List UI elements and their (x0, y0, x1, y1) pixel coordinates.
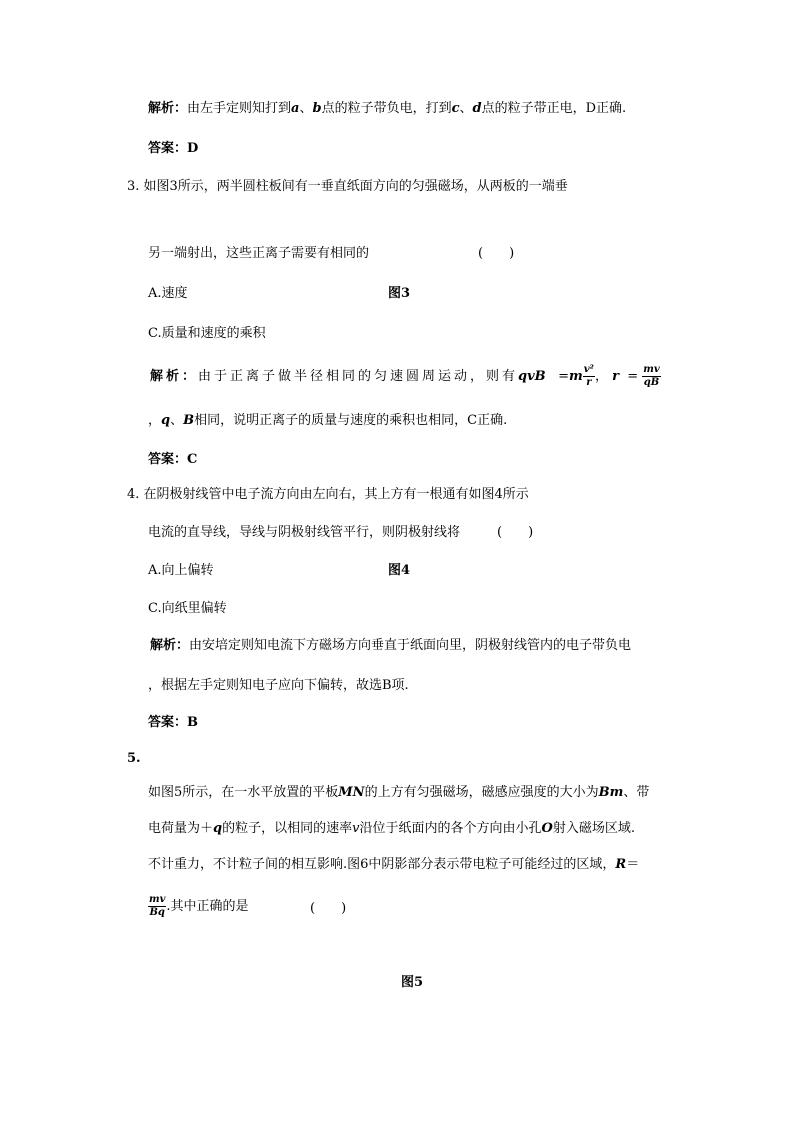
fraction-mv-bq (148, 894, 166, 919)
answer-label: 答案： (148, 715, 188, 730)
text: 另一端射出，这些正离子需要有相同的 (148, 246, 370, 261)
text: 电荷量为＋ (148, 821, 214, 836)
answer-label: 答案： (148, 141, 188, 156)
text: 射入磁场区域. (552, 821, 635, 836)
solution-q4-line1 (150, 637, 631, 655)
text: 由于正离子做半径相同的匀速圆周运动，则有 (198, 369, 519, 384)
option-c: C.质量和速度的乘积 (148, 326, 266, 341)
question-3-line1: 3. 如图3所示，两半圆柱板间有一垂直纸面方向的匀强磁场，从两板的一端垂 (127, 179, 568, 194)
question-5-line1 (148, 784, 649, 802)
text: 点的粒子带负电，打到 (321, 101, 452, 116)
text: 点的粒子带正电，D正确. (481, 101, 627, 116)
fraction-v2-r (583, 364, 595, 389)
var: d (472, 101, 482, 116)
text: 、 (299, 101, 313, 116)
var: c (451, 101, 460, 116)
solution-label: 解析： (150, 369, 199, 384)
answer-q2 (148, 140, 198, 158)
answer-paren: ( ) (310, 901, 347, 916)
text: 的粒子，以相同的速率 (222, 821, 353, 836)
solution-q3-line1 (150, 364, 661, 390)
text: 相同，说明正离子的质量与速度的乘积也相同，C正确. (194, 413, 508, 428)
var: q (161, 413, 171, 428)
text: 由左手定则知打到 (187, 101, 292, 116)
text: = (558, 369, 569, 384)
question-5-line2 (148, 820, 635, 838)
var: r (612, 369, 619, 384)
question-5-line3 (148, 856, 639, 874)
var: a (291, 101, 300, 116)
solution-q2 (148, 100, 626, 118)
numerator: v² (583, 364, 594, 375)
var: b (312, 101, 322, 116)
var: q (213, 821, 223, 836)
text: 由安培定则知电流下方磁场方向垂直于纸面向里，阴极射线管内的电子带负电 (189, 638, 632, 653)
solution-label: 解析： (150, 638, 190, 653)
var: Bm (598, 785, 624, 800)
question-5-line4 (148, 894, 249, 920)
text: ， (148, 413, 162, 428)
denominator: qB (643, 377, 660, 388)
option-c: C.向纸里偏转 (148, 601, 227, 616)
answer-paren: ( ) (478, 246, 515, 261)
text: = (627, 369, 639, 384)
formula: qvB (518, 369, 546, 384)
fraction-mv-qb (642, 364, 660, 389)
question-5-number: 5. (127, 751, 141, 766)
var: m (568, 369, 583, 384)
answer-q4 (148, 714, 198, 732)
text: 、 (170, 413, 184, 428)
text: 不计重力，不计粒子间的相互影响.图6中阴影部分表示带电粒子可能经过的区域， (148, 857, 616, 872)
text: 、带 (623, 785, 650, 800)
denominator: r (586, 377, 592, 388)
answer-value: D (187, 141, 199, 156)
text: 沿位于纸面内的各个方向由小孔 (359, 821, 542, 836)
var: O (541, 821, 553, 836)
solution-q4-line2: ，根据左手定则知电子应向下偏转，故选B项. (148, 678, 409, 693)
numerator: mv (149, 894, 166, 905)
text: .其中正确的是 (166, 899, 249, 914)
figure-label: 图4 (388, 563, 411, 578)
var: MN (338, 785, 365, 800)
question-4-line1: 4. 在阴极射线管中电子流方向由左向右，其上方有一根通有如图4所示 (127, 487, 529, 502)
figure-label: 图5 (401, 975, 424, 990)
figure-label: 图3 (388, 286, 411, 301)
text: 的上方有匀强磁场，磁感应强度的大小为 (364, 785, 599, 800)
text: ， (594, 369, 608, 384)
answer-value: C (187, 452, 198, 467)
text: 如图5所示，在一水平放置的平板 (148, 785, 339, 800)
solution-q3-line2 (148, 412, 507, 430)
var: v (352, 821, 360, 836)
answer-value: B (187, 715, 199, 730)
numerator: mv (643, 364, 660, 375)
question-3-line2 (148, 245, 369, 263)
question-4-line2: 电流的直导线，导线与阴极射线管平行，则阴极射线将 (148, 525, 461, 540)
var: B (183, 413, 195, 428)
answer-q3 (148, 451, 197, 469)
answer-paren: ( ) (497, 525, 534, 540)
option-a: A.速度 (148, 286, 188, 301)
denominator: Bq (149, 907, 165, 918)
text: ＝ (626, 857, 640, 872)
answer-label: 答案： (148, 452, 188, 467)
solution-label: 解析： (148, 101, 188, 116)
var: R (615, 857, 627, 872)
option-a: A.向上偏转 (148, 563, 214, 578)
text: 、 (459, 101, 473, 116)
